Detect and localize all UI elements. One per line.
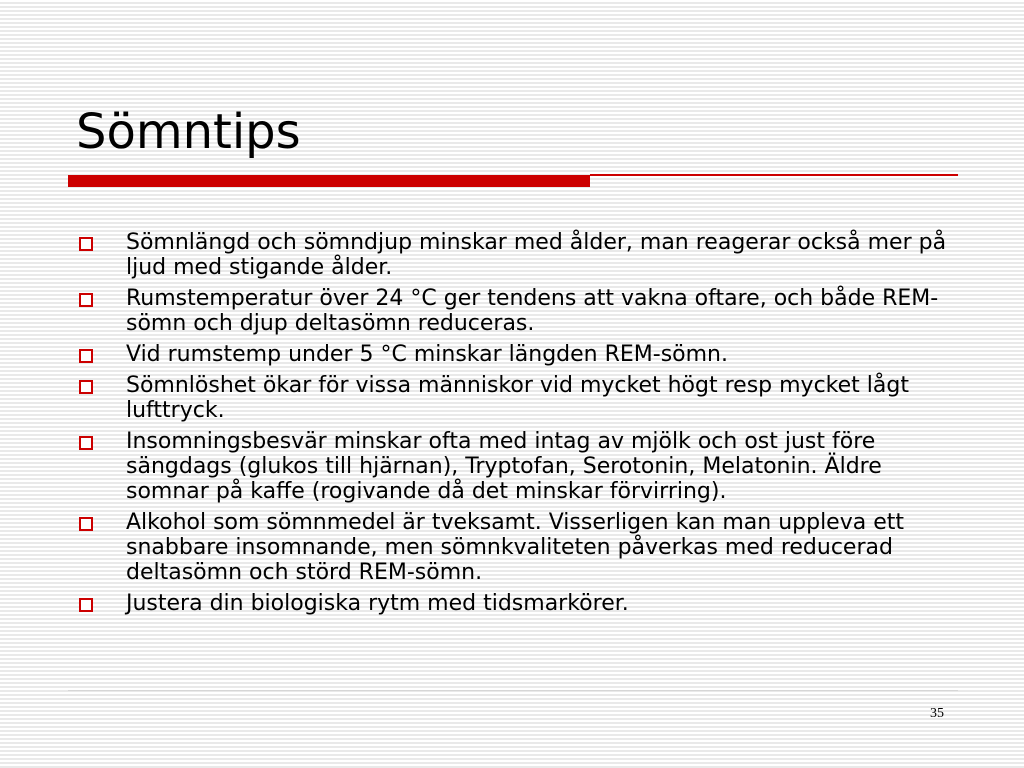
hollow-square-bullet-icon — [79, 436, 93, 450]
list-item — [76, 429, 956, 504]
bullet-text: Alkohol som sömnmedel är tveksamt. Visserligen kan man uppleva ett snabbare insomnande, men sömnkvaliteten påverkas med reducerad deltasömn och störd REM-sömn. — [126, 510, 904, 585]
list-item — [76, 286, 956, 336]
list-item — [76, 510, 956, 585]
hollow-square-bullet-icon — [79, 293, 93, 307]
bullet-text: Vid rumstemp under 5 °C minskar längden REM-sömn. — [126, 342, 728, 367]
list-item — [76, 373, 956, 423]
bullet-text: Sömnlängd och sömndjup minskar med ålder, man reagerar också mer på ljud med stigande ålder. — [126, 230, 947, 280]
bullet-text: Rumstemperatur över 24 °C ger tendens att vakna oftare, och både REM-sömn och djup deltasömn reduceras. — [126, 286, 939, 336]
bullet-list — [76, 230, 956, 622]
hollow-square-bullet-icon — [79, 598, 93, 612]
list-item — [76, 591, 956, 616]
list-item — [76, 342, 956, 367]
hollow-square-bullet-icon — [79, 517, 93, 531]
list-item — [76, 230, 956, 280]
slide-number: 35 — [930, 706, 944, 721]
hollow-square-bullet-icon — [79, 349, 93, 363]
bullet-text: Insomningsbesvär minskar ofta med intag av mjölk och ost just före sängdags (glukos till hjärnan), Tryptofan, Serotonin, Melatonin. Äldre somnar på kaffe (rogivande då det minskar förvirring). — [126, 429, 882, 504]
bullet-text: Sömnlöshet ökar för vissa människor vid mycket högt resp mycket lågt lufttryck. — [126, 373, 909, 423]
bullet-text: Justera din biologiska rytm med tidsmarkörer. — [126, 591, 629, 616]
hollow-square-bullet-icon — [79, 380, 93, 394]
title-underline-accent — [68, 175, 590, 187]
slide-title: Sömntips — [76, 104, 301, 160]
hollow-square-bullet-icon — [79, 237, 93, 251]
footer-divider — [68, 690, 958, 691]
title-underline-thin — [590, 174, 958, 176]
